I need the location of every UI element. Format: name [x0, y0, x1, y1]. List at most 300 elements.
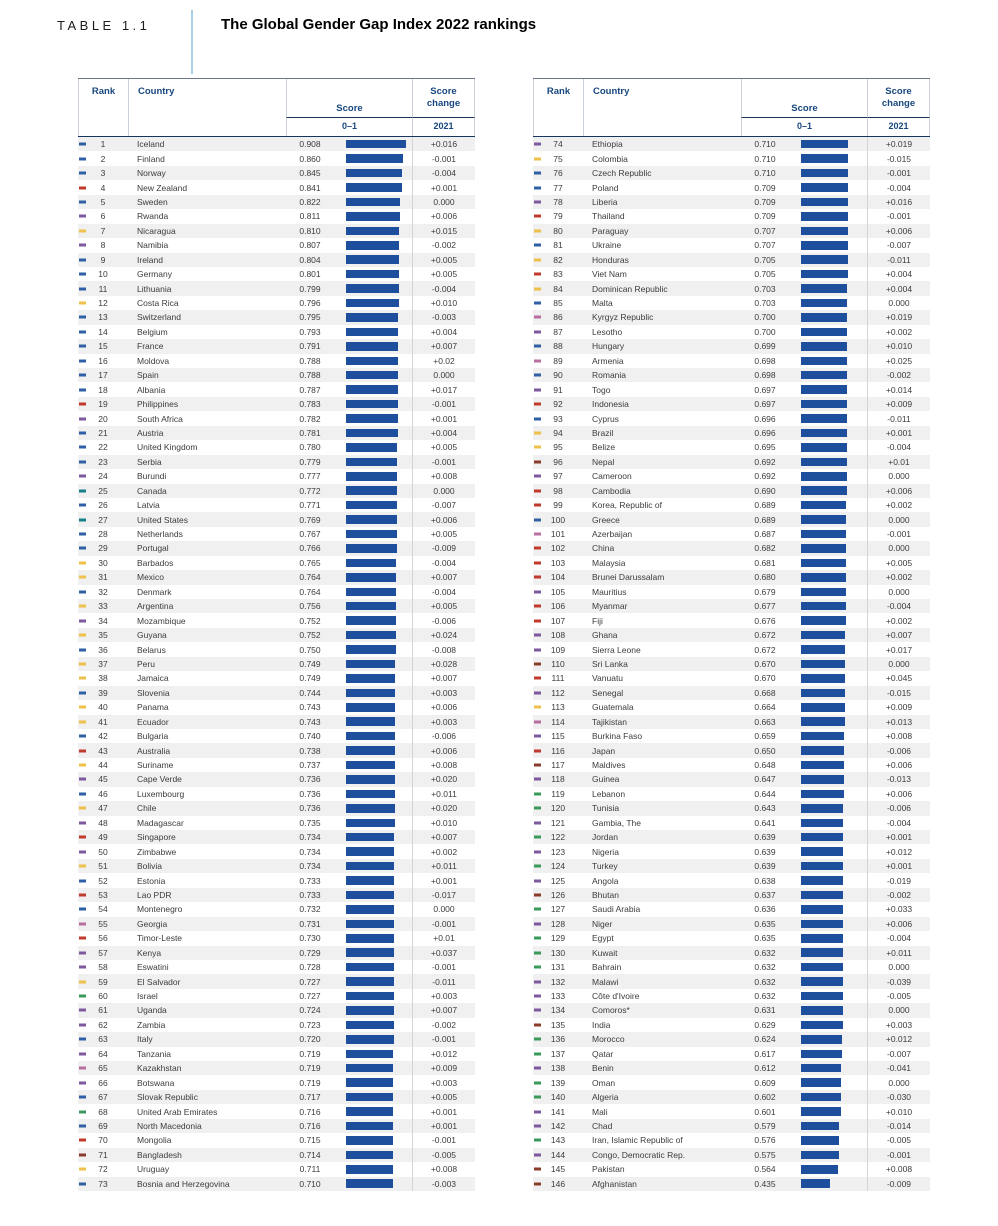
- score-bar: [801, 920, 843, 929]
- score-bar: [346, 833, 394, 842]
- rank-cell: 15: [78, 341, 128, 351]
- table-row: [78, 180, 475, 194]
- region-mark-icon: [79, 244, 86, 247]
- score-bar: [801, 255, 848, 264]
- score-cell: 0.733: [299, 889, 321, 900]
- score-bar-cell: [334, 368, 412, 382]
- country-cell: Spain: [137, 370, 159, 381]
- score-change-cell: -0.006: [867, 743, 930, 757]
- table-row: [78, 657, 475, 671]
- score-change-cell: -0.004: [867, 180, 930, 194]
- score-bar: [801, 717, 845, 726]
- score-cell: 0.648: [754, 760, 776, 771]
- score-change-cell: 0.000: [867, 585, 930, 599]
- score-bar-cell: [334, 195, 412, 209]
- score-bar: [801, 963, 843, 972]
- score-bar: [801, 1179, 830, 1188]
- rank-cell: 118: [533, 774, 583, 784]
- rank-cell: 127: [533, 904, 583, 914]
- country-cell: South Africa: [137, 413, 183, 424]
- country-cell: Korea, Republic of: [592, 500, 662, 511]
- score-bar-cell: [789, 888, 867, 902]
- region-mark-icon: [79, 821, 86, 824]
- score-bar-cell: [334, 253, 412, 267]
- score-bar-cell: [334, 888, 412, 902]
- table-row: [533, 657, 930, 671]
- rank-cell: 109: [533, 645, 583, 655]
- score-bar: [801, 689, 845, 698]
- rank-cell: 4: [78, 183, 128, 193]
- score-change-cell: -0.001: [867, 166, 930, 180]
- score-cell: 0.632: [754, 976, 776, 987]
- score-bar-cell: [789, 657, 867, 671]
- region-mark-icon: [79, 850, 86, 853]
- score-cell: 0.720: [299, 1034, 321, 1045]
- region-mark-icon: [79, 648, 86, 651]
- rank-cell: 70: [78, 1135, 128, 1145]
- score-change-cell: -0.008: [412, 642, 475, 656]
- region-mark-icon: [79, 388, 86, 391]
- region-mark-icon: [534, 518, 541, 521]
- column-subheader-score-range: 0–1: [286, 117, 412, 136]
- rank-cell: 25: [78, 486, 128, 496]
- score-bar: [801, 342, 847, 351]
- table-row: [533, 195, 930, 209]
- rank-cell: 104: [533, 572, 583, 582]
- country-cell: Honduras: [592, 254, 629, 265]
- score-bar-cell: [789, 570, 867, 584]
- score-bar: [346, 458, 397, 467]
- score-bar: [801, 515, 846, 524]
- score-cell: 0.736: [299, 788, 321, 799]
- score-bar-cell: [789, 310, 867, 324]
- score-change-cell: +0.006: [867, 917, 930, 931]
- table-row: [78, 209, 475, 223]
- table-row: [78, 166, 475, 180]
- region-mark-icon: [79, 431, 86, 434]
- score-bar-cell: [334, 873, 412, 887]
- score-cell: 0.689: [754, 500, 776, 511]
- rank-cell: 22: [78, 442, 128, 452]
- score-bar-cell: [789, 1018, 867, 1032]
- region-mark-icon: [534, 735, 541, 738]
- region-mark-icon: [79, 1009, 86, 1012]
- score-cell: 0.749: [299, 658, 321, 669]
- score-bar-cell: [789, 137, 867, 151]
- score-cell: 0.845: [299, 168, 321, 179]
- score-cell: 0.709: [754, 196, 776, 207]
- score-change-cell: +0.002: [867, 325, 930, 339]
- score-bar: [801, 833, 843, 842]
- region-mark-icon: [79, 1081, 86, 1084]
- rank-cell: 113: [533, 702, 583, 712]
- score-bar: [346, 602, 396, 611]
- score-bar: [801, 472, 847, 481]
- score-bar: [346, 775, 395, 784]
- region-mark-icon: [534, 821, 541, 824]
- country-cell: Switzerland: [137, 312, 181, 323]
- rank-cell: 39: [78, 688, 128, 698]
- title-divider: [191, 10, 193, 74]
- rank-cell: 10: [78, 269, 128, 279]
- score-bar: [801, 169, 848, 178]
- country-cell: Nigeria: [592, 846, 619, 857]
- score-change-cell: +0.005: [412, 599, 475, 613]
- rank-cell: 47: [78, 803, 128, 813]
- score-bar-cell: [789, 498, 867, 512]
- score-change-cell: -0.004: [867, 931, 930, 945]
- score-cell: 0.767: [299, 529, 321, 540]
- country-cell: Viet Nam: [592, 269, 627, 280]
- score-bar-cell: [334, 715, 412, 729]
- score-cell: 0.795: [299, 312, 321, 323]
- score-change-cell: -0.003: [412, 310, 475, 324]
- region-mark-icon: [79, 691, 86, 694]
- region-mark-icon: [79, 403, 86, 406]
- score-bar: [801, 227, 848, 236]
- table-row: [533, 946, 930, 960]
- country-cell: Sierra Leone: [592, 644, 641, 655]
- table-row: [533, 556, 930, 570]
- score-change-cell: +0.002: [867, 570, 930, 584]
- region-mark-icon: [79, 879, 86, 882]
- rank-cell: 106: [533, 601, 583, 611]
- score-change-cell: -0.004: [867, 599, 930, 613]
- score-bar-cell: [334, 772, 412, 786]
- score-change-cell: +0.006: [412, 512, 475, 526]
- score-bar-cell: [789, 1148, 867, 1162]
- score-cell: 0.707: [754, 240, 776, 251]
- score-cell: 0.637: [754, 889, 776, 900]
- score-cell: 0.601: [754, 1106, 776, 1117]
- table-row: [78, 787, 475, 801]
- country-cell: Tajikistan: [592, 716, 627, 727]
- region-mark-icon: [534, 1139, 541, 1142]
- table-row: [533, 484, 930, 498]
- table-row: [533, 1090, 930, 1104]
- score-bar: [346, 501, 397, 510]
- table-row: [533, 844, 930, 858]
- score-bar-cell: [789, 426, 867, 440]
- score-bar: [346, 992, 394, 1001]
- region-mark-icon: [79, 836, 86, 839]
- rank-cell: 28: [78, 529, 128, 539]
- score-change-cell: -0.001: [412, 397, 475, 411]
- score-bar-cell: [789, 1104, 867, 1118]
- region-mark-icon: [534, 1182, 541, 1185]
- score-bar-cell: [789, 1032, 867, 1046]
- rank-cell: 1: [78, 139, 128, 149]
- table-row: [533, 671, 930, 685]
- region-mark-icon: [534, 316, 541, 319]
- region-mark-icon: [79, 576, 86, 579]
- table-row: [78, 1061, 475, 1075]
- score-bar-cell: [789, 960, 867, 974]
- rank-cell: 128: [533, 919, 583, 929]
- rank-cell: 107: [533, 616, 583, 626]
- score-change-cell: +0.001: [412, 180, 475, 194]
- score-cell: 0.639: [754, 861, 776, 872]
- region-mark-icon: [79, 330, 86, 333]
- country-cell: Kuwait: [592, 947, 618, 958]
- score-bar-cell: [334, 686, 412, 700]
- score-bar: [346, 559, 396, 568]
- table-row: [78, 1177, 475, 1191]
- table-row: [533, 700, 930, 714]
- region-mark-icon: [79, 893, 86, 896]
- score-change-cell: -0.001: [412, 917, 475, 931]
- rank-cell: 72: [78, 1164, 128, 1174]
- score-cell: 0.670: [754, 658, 776, 669]
- score-cell: 0.692: [754, 471, 776, 482]
- table-row: [78, 137, 475, 151]
- table-row: [78, 1032, 475, 1046]
- table-row: [533, 902, 930, 916]
- score-bar-cell: [789, 844, 867, 858]
- score-cell: 0.682: [754, 543, 776, 554]
- rank-cell: 108: [533, 630, 583, 640]
- score-bar-cell: [334, 960, 412, 974]
- country-cell: United Arab Emirates: [137, 1106, 218, 1117]
- country-cell: Madagascar: [137, 817, 184, 828]
- table-row: [533, 816, 930, 830]
- country-cell: Uganda: [137, 1005, 167, 1016]
- score-bar-cell: [789, 267, 867, 281]
- score-bar: [346, 328, 398, 337]
- score-cell: 0.719: [299, 1063, 321, 1074]
- region-mark-icon: [79, 518, 86, 521]
- rank-cell: 16: [78, 356, 128, 366]
- score-change-cell: +0.005: [412, 1090, 475, 1104]
- score-bar-cell: [789, 1061, 867, 1075]
- table-row: [78, 1018, 475, 1032]
- score-change-cell: +0.008: [412, 469, 475, 483]
- table-row: [533, 296, 930, 310]
- column-header-rank: Rank: [78, 79, 128, 117]
- table-row: [533, 541, 930, 555]
- table-row: [533, 729, 930, 743]
- score-bar: [801, 385, 847, 394]
- rank-cell: 119: [533, 789, 583, 799]
- score-bar-cell: [334, 585, 412, 599]
- country-cell: Paraguay: [592, 225, 629, 236]
- score-cell: 0.743: [299, 702, 321, 713]
- score-bar: [346, 472, 397, 481]
- rank-cell: 64: [78, 1049, 128, 1059]
- country-cell: Germany: [137, 269, 172, 280]
- score-bar-cell: [789, 931, 867, 945]
- score-change-cell: -0.004: [412, 556, 475, 570]
- score-bar: [346, 616, 396, 625]
- country-cell: Netherlands: [137, 529, 183, 540]
- score-cell: 0.737: [299, 760, 321, 771]
- region-mark-icon: [534, 431, 541, 434]
- table-header: [533, 78, 930, 137]
- score-bar: [801, 891, 843, 900]
- country-cell: Belgium: [137, 326, 168, 337]
- table-row: [78, 426, 475, 440]
- score-bar: [801, 183, 848, 192]
- score-cell: 0.719: [299, 1048, 321, 1059]
- table-row: [533, 1119, 930, 1133]
- score-cell: 0.750: [299, 644, 321, 655]
- score-bar-cell: [334, 657, 412, 671]
- score-cell: 0.801: [299, 269, 321, 280]
- score-change-cell: -0.005: [867, 989, 930, 1003]
- score-cell: 0.723: [299, 1019, 321, 1030]
- region-mark-icon: [534, 186, 541, 189]
- table-row: [78, 686, 475, 700]
- rank-cell: 35: [78, 630, 128, 640]
- country-cell: Bulgaria: [137, 731, 169, 742]
- country-cell: Norway: [137, 168, 166, 179]
- score-bar-cell: [789, 628, 867, 642]
- table-row: [78, 931, 475, 945]
- score-change-cell: -0.001: [867, 527, 930, 541]
- score-bar: [801, 559, 846, 568]
- rank-cell: 12: [78, 298, 128, 308]
- rank-cell: 123: [533, 847, 583, 857]
- rank-cell: 134: [533, 1005, 583, 1015]
- region-mark-icon: [534, 893, 541, 896]
- region-mark-icon: [79, 172, 86, 175]
- score-bar-cell: [789, 527, 867, 541]
- country-cell: Chad: [592, 1120, 613, 1131]
- rank-cell: 145: [533, 1164, 583, 1174]
- region-mark-icon: [79, 807, 86, 810]
- score-cell: 0.772: [299, 485, 321, 496]
- score-bar: [801, 977, 843, 986]
- table-row: [533, 989, 930, 1003]
- region-mark-icon: [79, 1168, 86, 1171]
- region-mark-icon: [534, 200, 541, 203]
- country-cell: Suriname: [137, 760, 174, 771]
- score-bar: [346, 313, 398, 322]
- score-bar-cell: [789, 238, 867, 252]
- score-bar: [346, 400, 398, 409]
- table-row: [533, 715, 930, 729]
- score-bar: [801, 819, 843, 828]
- score-bar-cell: [334, 642, 412, 656]
- score-cell: 0.796: [299, 298, 321, 309]
- score-bar: [801, 544, 846, 553]
- score-bar: [801, 299, 847, 308]
- country-cell: Rwanda: [137, 211, 169, 222]
- region-mark-icon: [534, 807, 541, 810]
- country-cell: Nicaragua: [137, 225, 176, 236]
- score-bar-cell: [334, 844, 412, 858]
- score-bar-cell: [789, 787, 867, 801]
- score-cell: 0.629: [754, 1019, 776, 1030]
- score-bar: [346, 299, 399, 308]
- score-bar: [801, 992, 843, 1001]
- rank-cell: 82: [533, 255, 583, 265]
- score-bar-cell: [789, 873, 867, 887]
- country-cell: Lithuania: [137, 283, 172, 294]
- table-row: [533, 1061, 930, 1075]
- score-cell: 0.698: [754, 355, 776, 366]
- country-cell: Iceland: [137, 139, 165, 150]
- table-row: [533, 209, 930, 223]
- score-change-cell: -0.002: [412, 238, 475, 252]
- score-bar-cell: [334, 281, 412, 295]
- country-cell: Philippines: [137, 399, 179, 410]
- table-row: [533, 931, 930, 945]
- score-bar-cell: [334, 830, 412, 844]
- country-cell: Ecuador: [137, 716, 169, 727]
- score-bar: [346, 717, 395, 726]
- score-cell: 0.738: [299, 745, 321, 756]
- rank-cell: 26: [78, 500, 128, 510]
- score-bar: [346, 963, 394, 972]
- rank-cell: 36: [78, 645, 128, 655]
- score-bar: [346, 934, 394, 943]
- table-row: [533, 267, 930, 281]
- score-bar: [801, 140, 848, 149]
- score-change-cell: +0.003: [412, 715, 475, 729]
- score-bar-cell: [334, 498, 412, 512]
- table-row: [78, 484, 475, 498]
- score-bar-cell: [789, 541, 867, 555]
- table-row: [78, 556, 475, 570]
- score-cell: 0.752: [299, 615, 321, 626]
- score-cell: 0.788: [299, 355, 321, 366]
- score-change-cell: +0.007: [412, 1003, 475, 1017]
- score-bar-cell: [789, 281, 867, 295]
- score-bar: [801, 458, 847, 467]
- region-mark-icon: [79, 778, 86, 781]
- region-mark-icon: [79, 908, 86, 911]
- score-bar-cell: [334, 989, 412, 1003]
- region-mark-icon: [79, 1139, 86, 1142]
- country-cell: Gambia, The: [592, 817, 641, 828]
- score-bar-cell: [789, 556, 867, 570]
- score-bar-cell: [334, 613, 412, 627]
- score-bar-cell: [789, 1075, 867, 1089]
- score-bar-cell: [334, 859, 412, 873]
- rank-cell: 24: [78, 471, 128, 481]
- country-cell: New Zealand: [137, 182, 188, 193]
- table-row: [78, 339, 475, 353]
- table-row: [78, 1162, 475, 1176]
- region-mark-icon: [534, 1067, 541, 1070]
- rank-cell: 69: [78, 1121, 128, 1131]
- country-cell: Portugal: [137, 543, 169, 554]
- region-mark-icon: [79, 590, 86, 593]
- rank-cell: 114: [533, 717, 583, 727]
- rank-cell: 34: [78, 616, 128, 626]
- country-cell: Timor-Leste: [137, 933, 183, 944]
- country-cell: Lesotho: [592, 326, 623, 337]
- table-row: [78, 411, 475, 425]
- score-bar-cell: [789, 166, 867, 180]
- score-cell: 0.743: [299, 716, 321, 727]
- table-row: [533, 787, 930, 801]
- country-cell: Algeria: [592, 1092, 619, 1103]
- rank-cell: 94: [533, 428, 583, 438]
- score-change-cell: -0.001: [412, 1032, 475, 1046]
- table-row: [78, 368, 475, 382]
- score-bar-cell: [789, 974, 867, 988]
- score-cell: 0.643: [754, 803, 776, 814]
- score-bar: [346, 414, 398, 423]
- rank-cell: 62: [78, 1020, 128, 1030]
- score-bar: [801, 876, 843, 885]
- score-change-cell: +0.008: [867, 1162, 930, 1176]
- score-change-cell: +0.012: [412, 1047, 475, 1061]
- table-row: [533, 830, 930, 844]
- score-change-cell: -0.006: [867, 801, 930, 815]
